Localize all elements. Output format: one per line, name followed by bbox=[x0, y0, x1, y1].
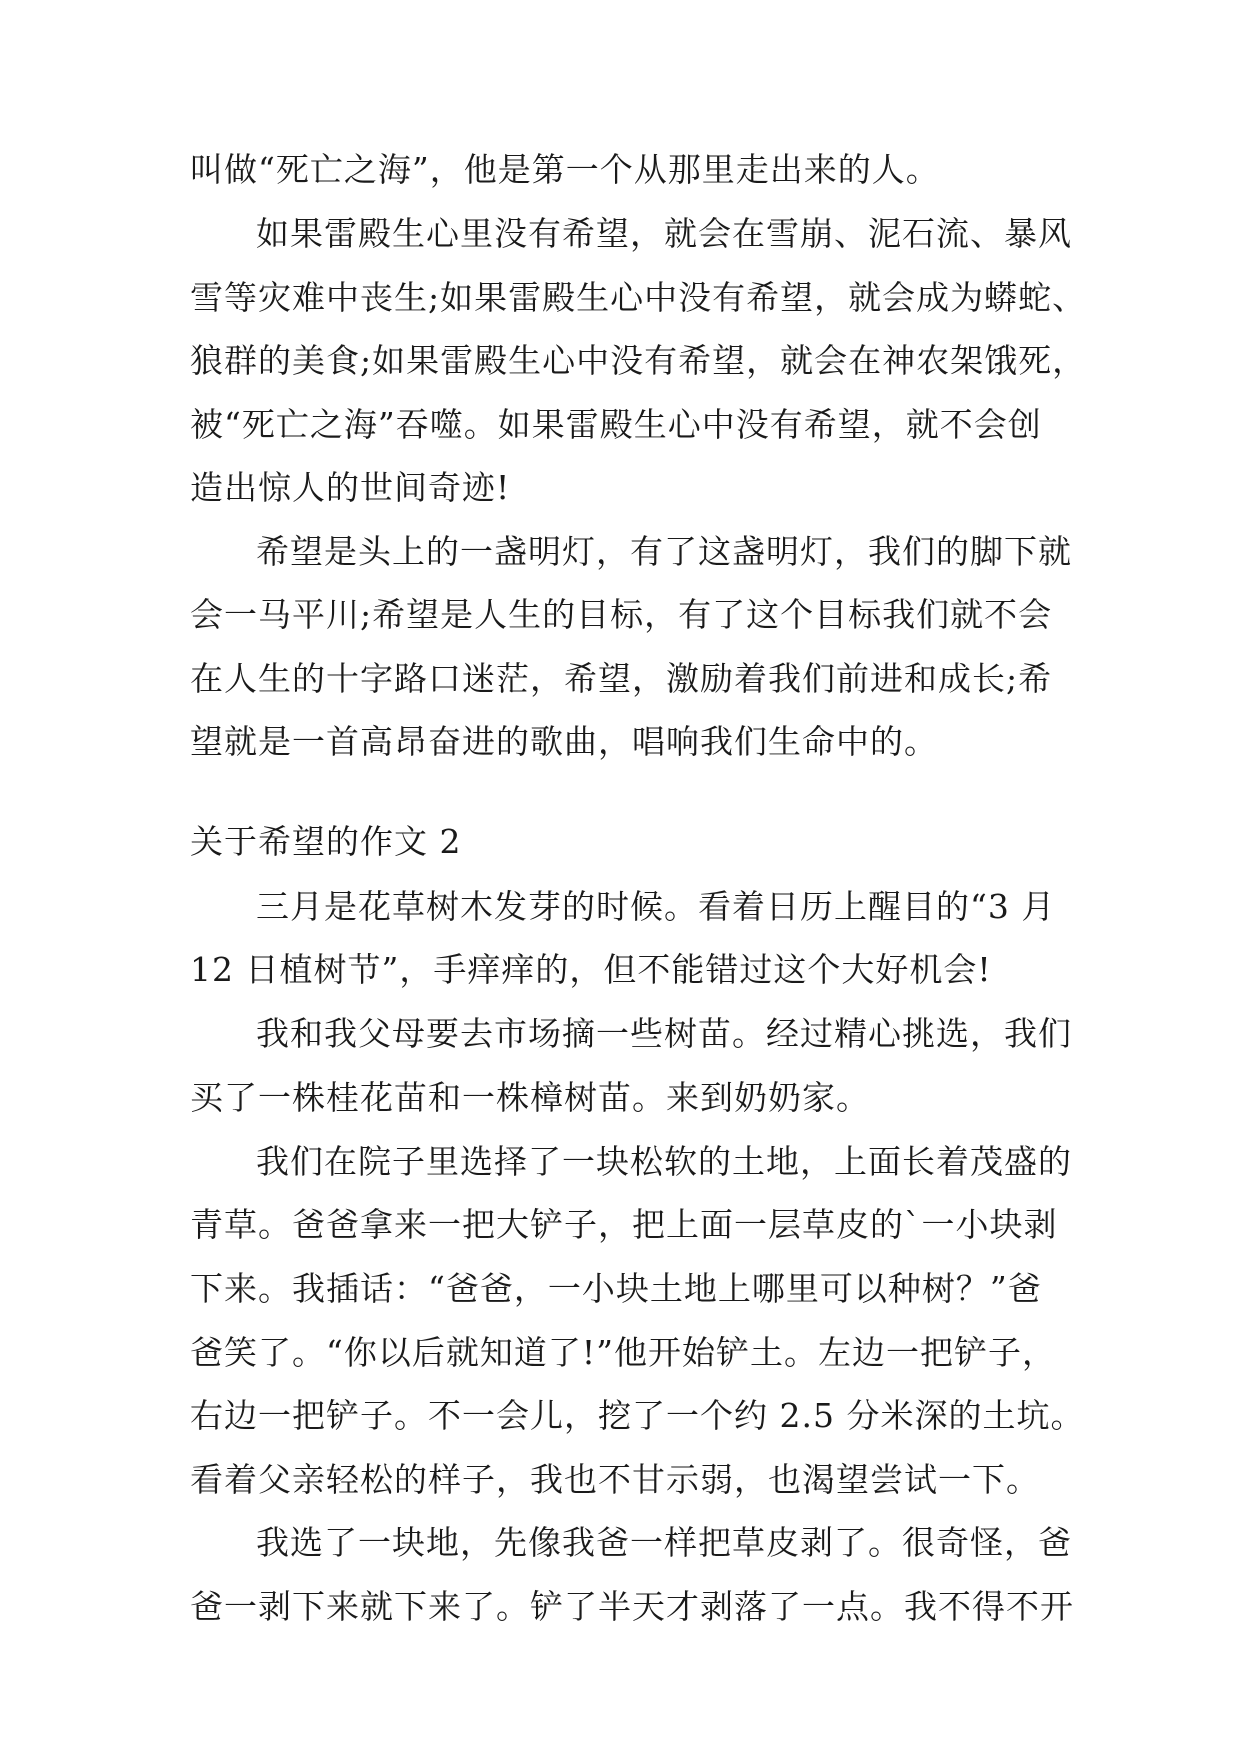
text-line: 造出惊人的世间奇迹! bbox=[190, 468, 511, 507]
text-line: 12 日植树节”，手痒痒的，但不能错过这个大好机会! bbox=[190, 950, 992, 989]
text-line: 希望是头上的一盏明灯，有了这盏明灯，我们的脚下就 bbox=[256, 532, 1072, 571]
text-line: 望就是一首高昂奋进的歌曲，唱响我们生命中的。 bbox=[190, 722, 938, 761]
text-line: 雪等灾难中丧生;如果雷殿生心中没有希望，就会成为蟒蛇、 bbox=[190, 278, 1087, 317]
text-line: 看着父亲轻松的样子，我也不甘示弱，也渴望尝试一下。 bbox=[190, 1460, 1040, 1499]
text-line: 会一马平川;希望是人生的目标，有了这个目标我们就不会 bbox=[190, 595, 1053, 634]
section-heading: 关于希望的作文 2 bbox=[190, 822, 462, 861]
text-line: 如果雷殿生心里没有希望，就会在雪崩、泥石流、暴风 bbox=[256, 214, 1072, 253]
text-line: 狼群的美食;如果雷殿生心中没有希望，就会在神农架饿死， bbox=[190, 341, 1087, 380]
text-line: 叫做“死亡之海”，他是第一个从那里走出来的人。 bbox=[190, 150, 940, 189]
text-line: 爸笑了。“你以后就知道了!”他开始铲土。左边一把铲子， bbox=[190, 1333, 1057, 1372]
text-line: 我选了一块地，先像我爸一样把草皮剥了。很奇怪，爸 bbox=[256, 1523, 1072, 1562]
text-line: 青草。爸爸拿来一把大铲子，把上面一层草皮的`一小块剥 bbox=[190, 1205, 1058, 1244]
text-line: 在人生的十字路口迷茫，希望，激励着我们前进和成长;希 bbox=[190, 659, 1053, 698]
text-line: 被“死亡之海”吞噬。如果雷殿生心中没有希望，就不会创 bbox=[190, 405, 1042, 444]
text-line: 我和我父母要去市场摘一些树苗。经过精心挑选，我们 bbox=[256, 1014, 1072, 1053]
text-line: 爸一剥下来就下来了。铲了半天才剥落了一点。我不得不开 bbox=[190, 1587, 1074, 1626]
text-line: 三月是花草树木发芽的时候。看着日历上醒目的“3 月 bbox=[256, 887, 1056, 926]
text-line: 我们在院子里选择了一块松软的土地，上面长着茂盛的 bbox=[256, 1142, 1072, 1181]
text-line: 下来。我插话：“爸爸，一小块土地上哪里可以种树？”爸 bbox=[190, 1269, 1042, 1308]
text-line: 右边一把铲子。不一会儿，挖了一个约 2.5 分米深的土坑。 bbox=[190, 1396, 1085, 1435]
text-line: 买了一株桂花苗和一株樟树苗。来到奶奶家。 bbox=[190, 1078, 870, 1117]
